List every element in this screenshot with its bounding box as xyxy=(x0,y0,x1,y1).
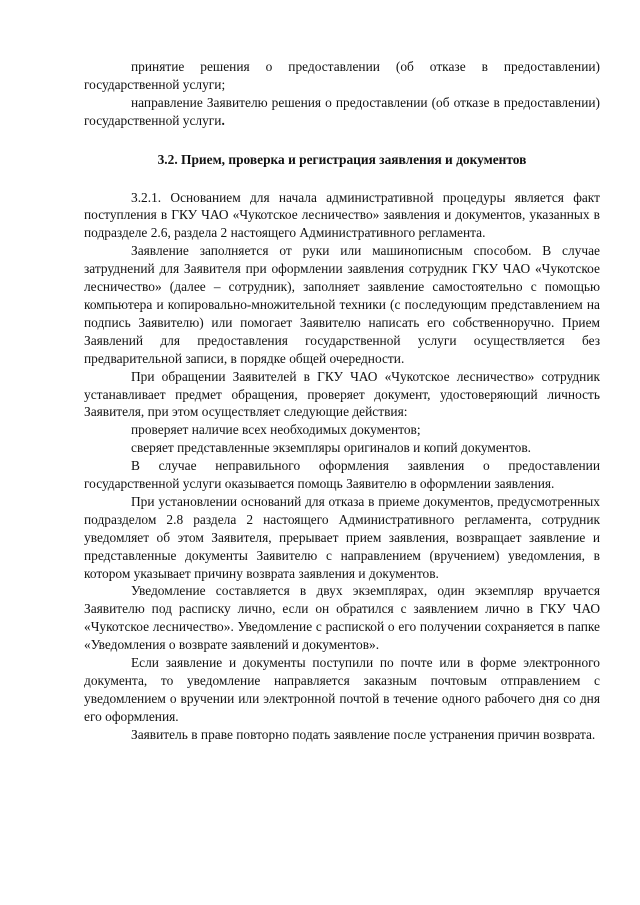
intro-paragraph-sending xyxy=(84,94,600,130)
paragraph: проверяет наличие всех необходимых документов; xyxy=(131,422,421,438)
document-page xyxy=(84,58,600,744)
intro-paragraph-sending-text: направление Заявителю решения о предоставлении (об отказе в предоставлении) государственной услуги xyxy=(84,94,600,128)
paragraph: Уведомление составляется в двух экземплярах, один экземпляр вручается Заявителю под расписку лично, если он обратился с заявлением лично в ГКУ ЧАО «Чукотское лесничество». Уведомление с распиской о его получении сохраняется в папке «Уведомления о возврате заявлений и документов». xyxy=(84,583,600,653)
paragraph: сверяет представленные экземпляры оригиналов и копий документов. xyxy=(131,440,532,456)
intro-paragraph-decision: принятие решения о предоставлении (об отказе в предоставлении) государственной услуги; xyxy=(84,59,600,92)
paragraph: Заявление заполняется от руки или машинописным способом. В случае затруднений для Заявителя при оформлении заявления сотрудник ГКУ ЧАО «Чукотское лесничество» (далее – сотрудник), заполняет заявление самостоятельно с помощью компьютера и копировально-множительной техники (с последующим представлением на подпись Заявителю) или помогает Заявителю написать его собственноручно. Прием Заявлений для предоставления государственной услуги осуществляется без предварительной записи, в порядке общей очередности. xyxy=(84,243,600,366)
section-heading: 3.2. Прием, проверка и регистрация заявления и документов xyxy=(157,151,527,167)
paragraph: При установлении оснований для отказа в приеме документов, предусмотренных подразделом 2.8 раздела 2 настоящего Административного регламента, сотрудник уведомляет об этом Заявителя, прерывает прием заявления, возвращает заявление и представленные документы Заявителю с направлением (вручением) уведомления, в котором указывает причину возврата заявления и документов. xyxy=(84,493,600,581)
paragraph: 3.2.1. Основанием для начала административной процедуры является факт поступления в ГКУ ЧАО «Чукотское лесничество» заявления и документов, указанных в подразделе 2.6, раздела 2 настоящего Административного регламента. xyxy=(84,189,600,241)
paragraph: Если заявление и документы поступили по почте или в форме электронного документа, то уведомление направляется заказным почтовым отправлением с уведомлением о вручении или электронной почтой в течение одного рабочего дня со дня его оформления. xyxy=(84,655,600,724)
intro-paragraph-sending-end: . xyxy=(221,112,225,128)
paragraph: Заявитель в праве повторно подать заявление после устранения причин возврата. xyxy=(131,726,596,742)
paragraph: При обращении Заявителей в ГКУ ЧАО «Чукотское лесничество» сотрудник устанавливает предмет обращения, проверяет документ, удостоверяющий личность Заявителя, при этом осуществляет следующие действия: xyxy=(84,368,600,420)
paragraph: В случае неправильного оформления заявления о предоставлении государственной услуги оказывается помощь Заявителю в оформлении заявления. xyxy=(84,458,600,492)
